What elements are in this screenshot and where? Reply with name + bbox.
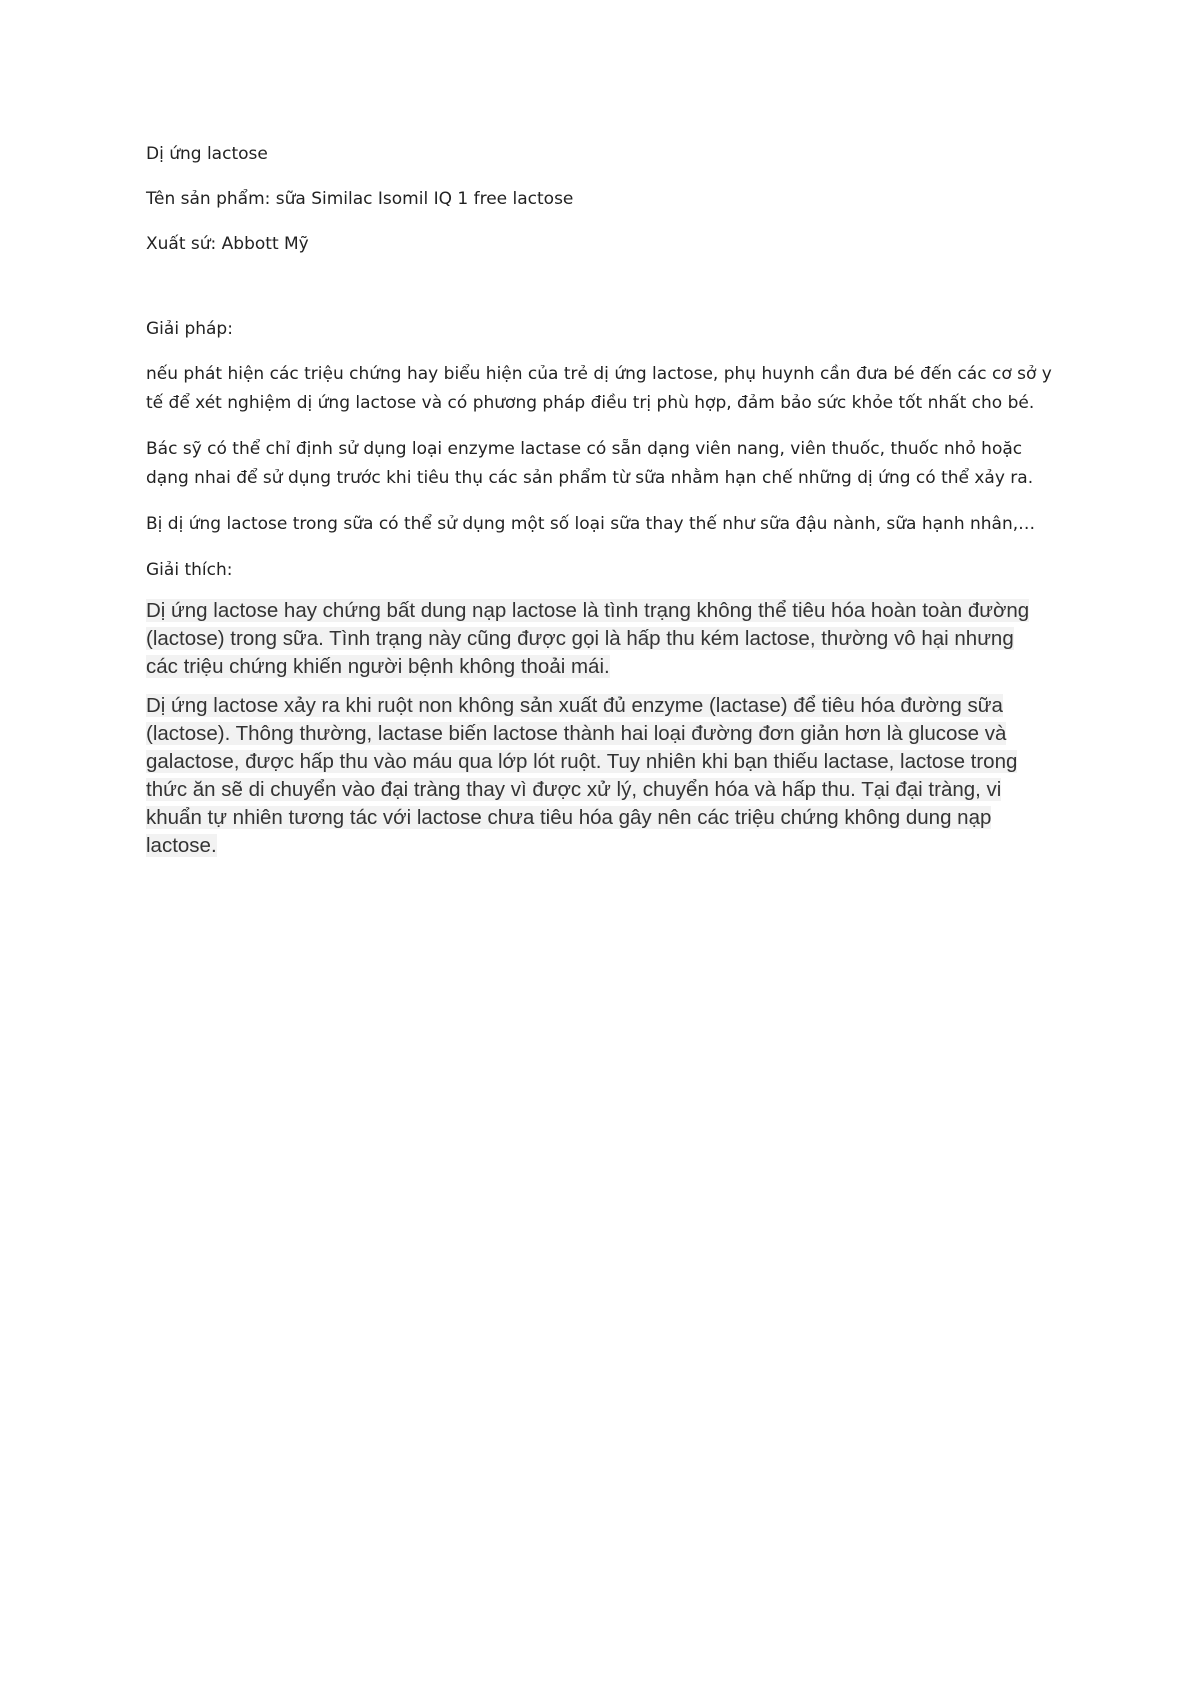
explanation-paragraph-text: Dị ứng lactose hay chứng bất dung nạp lactose là tình trạng không thể tiêu hóa hoàn toàn đường (lactose) trong sữa. Tình trạng này cũng được gọi là hấp thu kém lactose, thường vô hại nhưng các triệu chứng khiến người bệnh không thoải mái. xyxy=(146,599,1030,678)
document-body xyxy=(146,140,1066,871)
product-name-line: Tên sản phẩm: sữa Similac Isomil IQ 1 free lactose xyxy=(146,189,574,209)
explanation-paragraph xyxy=(146,597,1046,681)
explanation-heading: Giải thích: xyxy=(146,560,233,580)
solution-paragraph: Bị dị ứng lactose trong sữa có thể sử dụng một số loại sữa thay thế như sữa đậu nành, sữa hạnh nhân,… xyxy=(146,514,1036,534)
solution-heading: Giải pháp: xyxy=(146,319,233,339)
origin-line: Xuất sứ: Abbott Mỹ xyxy=(146,234,309,254)
document-title: Dị ứng lactose xyxy=(146,144,268,164)
explanation-paragraph xyxy=(146,692,1046,860)
solution-paragraph: Bác sỹ có thể chỉ định sử dụng loại enzyme lactase có sẵn dạng viên nang, viên thuốc, thuốc nhỏ hoặc dạng nhai để sử dụng trước khi tiêu thụ các sản phẩm từ sữa nhằm hạn chế những dị ứng có thể xảy ra. xyxy=(146,439,1034,488)
explanation-paragraph-text: Dị ứng lactose xảy ra khi ruột non không sản xuất đủ enzyme (lactase) để tiêu hóa đường sữa (lactose). Thông thường, lactase biến lactose thành hai loại đường đơn giản hơn là glucose và galactose, được hấp thu vào máu qua lớp lót ruột. Tuy nhiên khi bạn thiếu lactase, lactose trong thức ăn sẽ di chuyển vào đại tràng thay vì được xử lý, chuyển hóa và hấp thu. Tại đại tràng, vi khuẩn tự nhiên tương tác với lactose chưa tiêu hóa gây nên các triệu chứng không dung nạp lactose. xyxy=(146,694,1018,857)
solution-paragraph: nếu phát hiện các triệu chứng hay biểu hiện của trẻ dị ứng lactose, phụ huynh cần đưa bé đến các cơ sở y tế để xét nghiệm dị ứng lactose và có phương pháp điều trị phù hợp, đảm bảo sức khỏe tốt nhất cho bé. xyxy=(146,364,1052,413)
